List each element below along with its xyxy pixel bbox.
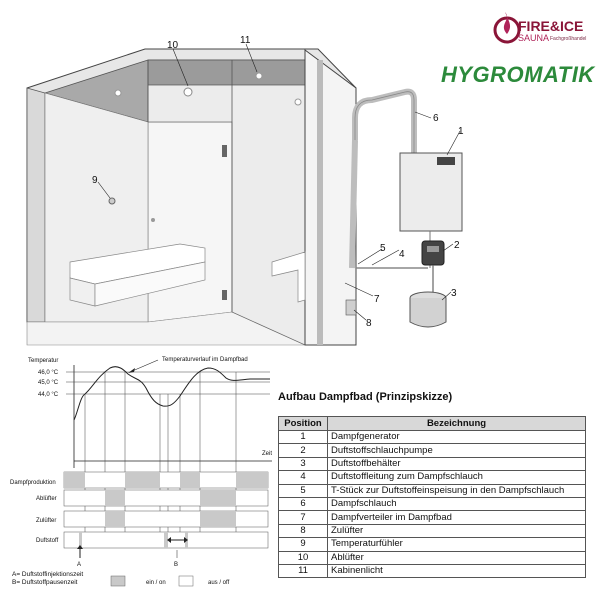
- temp-axis-label: Temperatur: [28, 358, 59, 364]
- header-bezeichnung: Bezeichnung: [328, 417, 586, 431]
- table-title: Aufbau Dampfbad (Prinzipskizze): [278, 391, 453, 403]
- callout-4: 4: [399, 249, 405, 260]
- temp-45: 45,0 °C: [38, 380, 59, 386]
- callout-8: 8: [366, 318, 372, 329]
- table-row: [279, 471, 586, 484]
- table-row: [279, 457, 586, 470]
- row-name: Zulüfter: [328, 524, 586, 537]
- legend-text: [12, 571, 83, 587]
- row-duftstoff: Duftstoff: [36, 538, 59, 544]
- table-row: [279, 538, 586, 551]
- row-name: Kabinenlicht: [328, 564, 586, 577]
- temp-44: 44,0 °C: [38, 392, 59, 398]
- row-dampf: Dampfproduktion: [10, 480, 56, 486]
- table-row: [279, 431, 586, 444]
- row-pos: 10: [279, 551, 328, 564]
- row-name: Dampfschlauch: [328, 497, 586, 510]
- callout-6: 6: [433, 113, 439, 124]
- row-pos: 9: [279, 538, 328, 551]
- marker-b: B: [174, 562, 179, 568]
- steam-room-sketch: [27, 35, 464, 345]
- fire-ice-tag: Fachgroßhandel: [550, 36, 587, 42]
- legend-off: aus / off: [208, 580, 230, 586]
- callout-7: 7: [374, 294, 380, 305]
- row-name: T-Stück zur Duftstoffeinspeisung in den Dampfschlauch: [328, 484, 586, 497]
- row-name: Temperaturfühler: [328, 538, 586, 551]
- header-position: Position: [279, 417, 328, 431]
- row-name: Duftstoffschlauchpumpe: [328, 444, 586, 457]
- row-pos: 2: [279, 444, 328, 457]
- fire-ice-sub: SAUNA: [518, 33, 550, 43]
- hygromatik-logo: HYGROMATIK: [441, 62, 595, 87]
- table-row: [279, 524, 586, 537]
- callout-5: 5: [380, 243, 386, 254]
- callout-2: 2: [454, 240, 460, 251]
- callout-11: 11: [240, 35, 251, 46]
- row-pos: 6: [279, 497, 328, 510]
- row-name: Duftstoffleitung zum Dampfschlauch: [328, 471, 586, 484]
- table-row: [279, 511, 586, 524]
- callout-1: 1: [458, 126, 464, 137]
- row-pos: 5: [279, 484, 328, 497]
- row-pos: 1: [279, 431, 328, 444]
- row-pos: 4: [279, 471, 328, 484]
- callout-3: 3: [451, 288, 457, 299]
- row-pos: 7: [279, 511, 328, 524]
- row-name: Duftstoffbehälter: [328, 457, 586, 470]
- row-pos: 3: [279, 457, 328, 470]
- table-row: [279, 497, 586, 510]
- fire-ice-logo: FIRE&ICE: [518, 18, 584, 34]
- table-row: [279, 444, 586, 457]
- marker-a: A: [77, 562, 82, 568]
- table-row: [279, 484, 586, 497]
- parts-table: [278, 416, 586, 578]
- callout-9: 9: [92, 175, 98, 186]
- row-pos: 11: [279, 564, 328, 577]
- temp-46: 46,0 °C: [38, 370, 59, 376]
- row-name: Dampfverteiler im Dampfbad: [328, 511, 586, 524]
- callout-10: 10: [167, 40, 179, 51]
- legend-on: ein / on: [146, 580, 166, 586]
- table-row: [279, 551, 586, 564]
- legend-b: B= Duftstoffpausenzeit: [12, 579, 78, 586]
- timing-diagram: [10, 357, 272, 586]
- curve-label: Temperaturverlauf im Dampfbad: [162, 357, 248, 363]
- row-abluefter: Ablüfter: [36, 496, 57, 502]
- legend-a: A= Duftstoffinjektionszeit: [12, 571, 84, 578]
- fire-ice-emblem: [495, 12, 519, 42]
- row-name: Ablüfter: [328, 551, 586, 564]
- row-pos: 8: [279, 524, 328, 537]
- table-header-row: [279, 417, 586, 431]
- table-row: [279, 564, 586, 577]
- row-zuluefter: Zulüfter: [36, 518, 57, 524]
- row-name: Dampfgenerator: [328, 431, 586, 444]
- time-axis-label: Zeit: [262, 451, 273, 457]
